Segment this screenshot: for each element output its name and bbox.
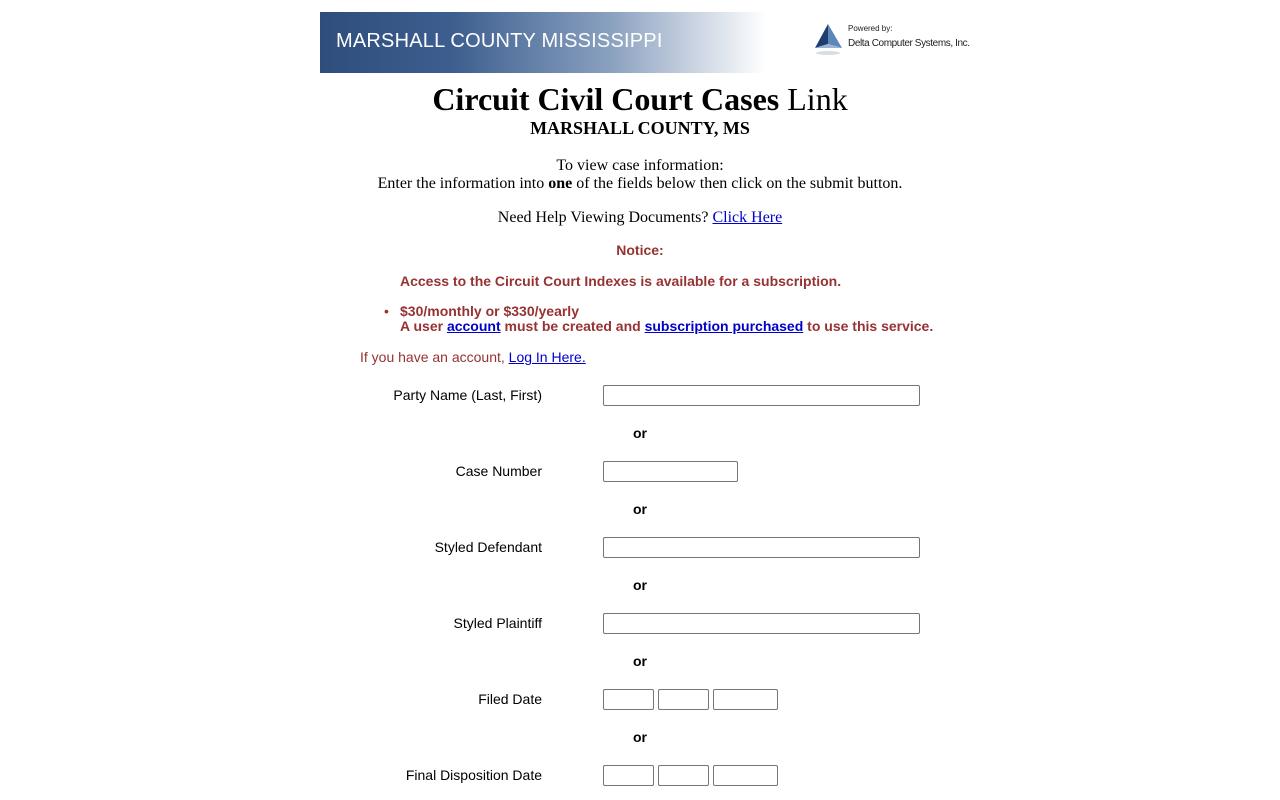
final-disposition-date-label: Final Disposition Date bbox=[405, 767, 542, 783]
delta-logo-icon bbox=[812, 22, 844, 56]
or-separator: or bbox=[633, 577, 647, 593]
filed-date-day-input[interactable] bbox=[658, 689, 709, 710]
help-line bbox=[0, 209, 1280, 227]
company-name: Delta Computer Systems, Inc. bbox=[848, 38, 970, 49]
or-separator: or bbox=[633, 425, 647, 441]
notice-access-text: Access to the Circuit Court Indexes is available for a subscription. bbox=[400, 273, 842, 289]
intro-line-1: To view case information: bbox=[556, 157, 724, 174]
page-title bbox=[0, 81, 1280, 118]
styled-defendant-input[interactable] bbox=[603, 537, 920, 558]
styled-defendant-label: Styled Defendant bbox=[434, 539, 542, 555]
page-title-rest: Link bbox=[787, 81, 848, 117]
county-banner bbox=[320, 12, 766, 73]
notice-heading: Notice: bbox=[616, 242, 664, 258]
notice-user-mid: must be created and bbox=[504, 318, 641, 334]
case-number-input[interactable] bbox=[603, 461, 738, 482]
login-line bbox=[360, 349, 586, 365]
styled-plaintiff-label: Styled Plaintiff bbox=[453, 615, 542, 631]
subscription-link[interactable]: subscription purchased bbox=[644, 318, 804, 334]
disposition-date-day-input[interactable] bbox=[658, 765, 709, 786]
party-name-label: Party Name (Last, First) bbox=[393, 387, 542, 403]
disposition-date-month-input[interactable] bbox=[603, 765, 654, 786]
intro-bold: one bbox=[548, 175, 573, 192]
intro-pre: Enter the information into bbox=[377, 175, 545, 192]
notice-subscription-line bbox=[400, 318, 933, 334]
party-name-input[interactable] bbox=[603, 385, 920, 406]
help-link[interactable]: Click Here bbox=[712, 209, 783, 226]
filed-date-label: Filed Date bbox=[478, 691, 542, 707]
bullet-icon: • bbox=[384, 303, 389, 319]
intro-line-2 bbox=[0, 175, 1280, 193]
or-separator: or bbox=[633, 729, 647, 745]
page-title-bold: Circuit Civil Court Cases bbox=[432, 81, 780, 117]
intro-post: of the fields below then click on the submit button. bbox=[576, 175, 903, 192]
login-link[interactable]: Log In Here. bbox=[508, 349, 586, 365]
case-number-label: Case Number bbox=[455, 463, 542, 479]
notice-user-pre: A user bbox=[400, 318, 444, 334]
login-pre: If you have an account, bbox=[360, 349, 505, 365]
styled-plaintiff-input[interactable] bbox=[603, 613, 920, 634]
help-text: Need Help Viewing Documents? bbox=[497, 209, 709, 226]
or-separator: or bbox=[633, 653, 647, 669]
disposition-date-year-input[interactable] bbox=[713, 765, 778, 786]
notice-price: $30/monthly or $330/yearly bbox=[400, 303, 579, 319]
or-separator: or bbox=[633, 501, 647, 517]
banner-title: MARSHALL COUNTY MISSISSIPPI bbox=[336, 30, 663, 52]
account-link[interactable]: account bbox=[446, 318, 501, 334]
filed-date-year-input[interactable] bbox=[713, 689, 778, 710]
notice-user-post: to use this service. bbox=[807, 318, 934, 334]
powered-by-text: Powered by: bbox=[848, 24, 893, 33]
page-subtitle: MARSHALL COUNTY, MS bbox=[530, 118, 750, 138]
powered-by-logo[interactable] bbox=[812, 22, 970, 62]
filed-date-month-input[interactable] bbox=[603, 689, 654, 710]
